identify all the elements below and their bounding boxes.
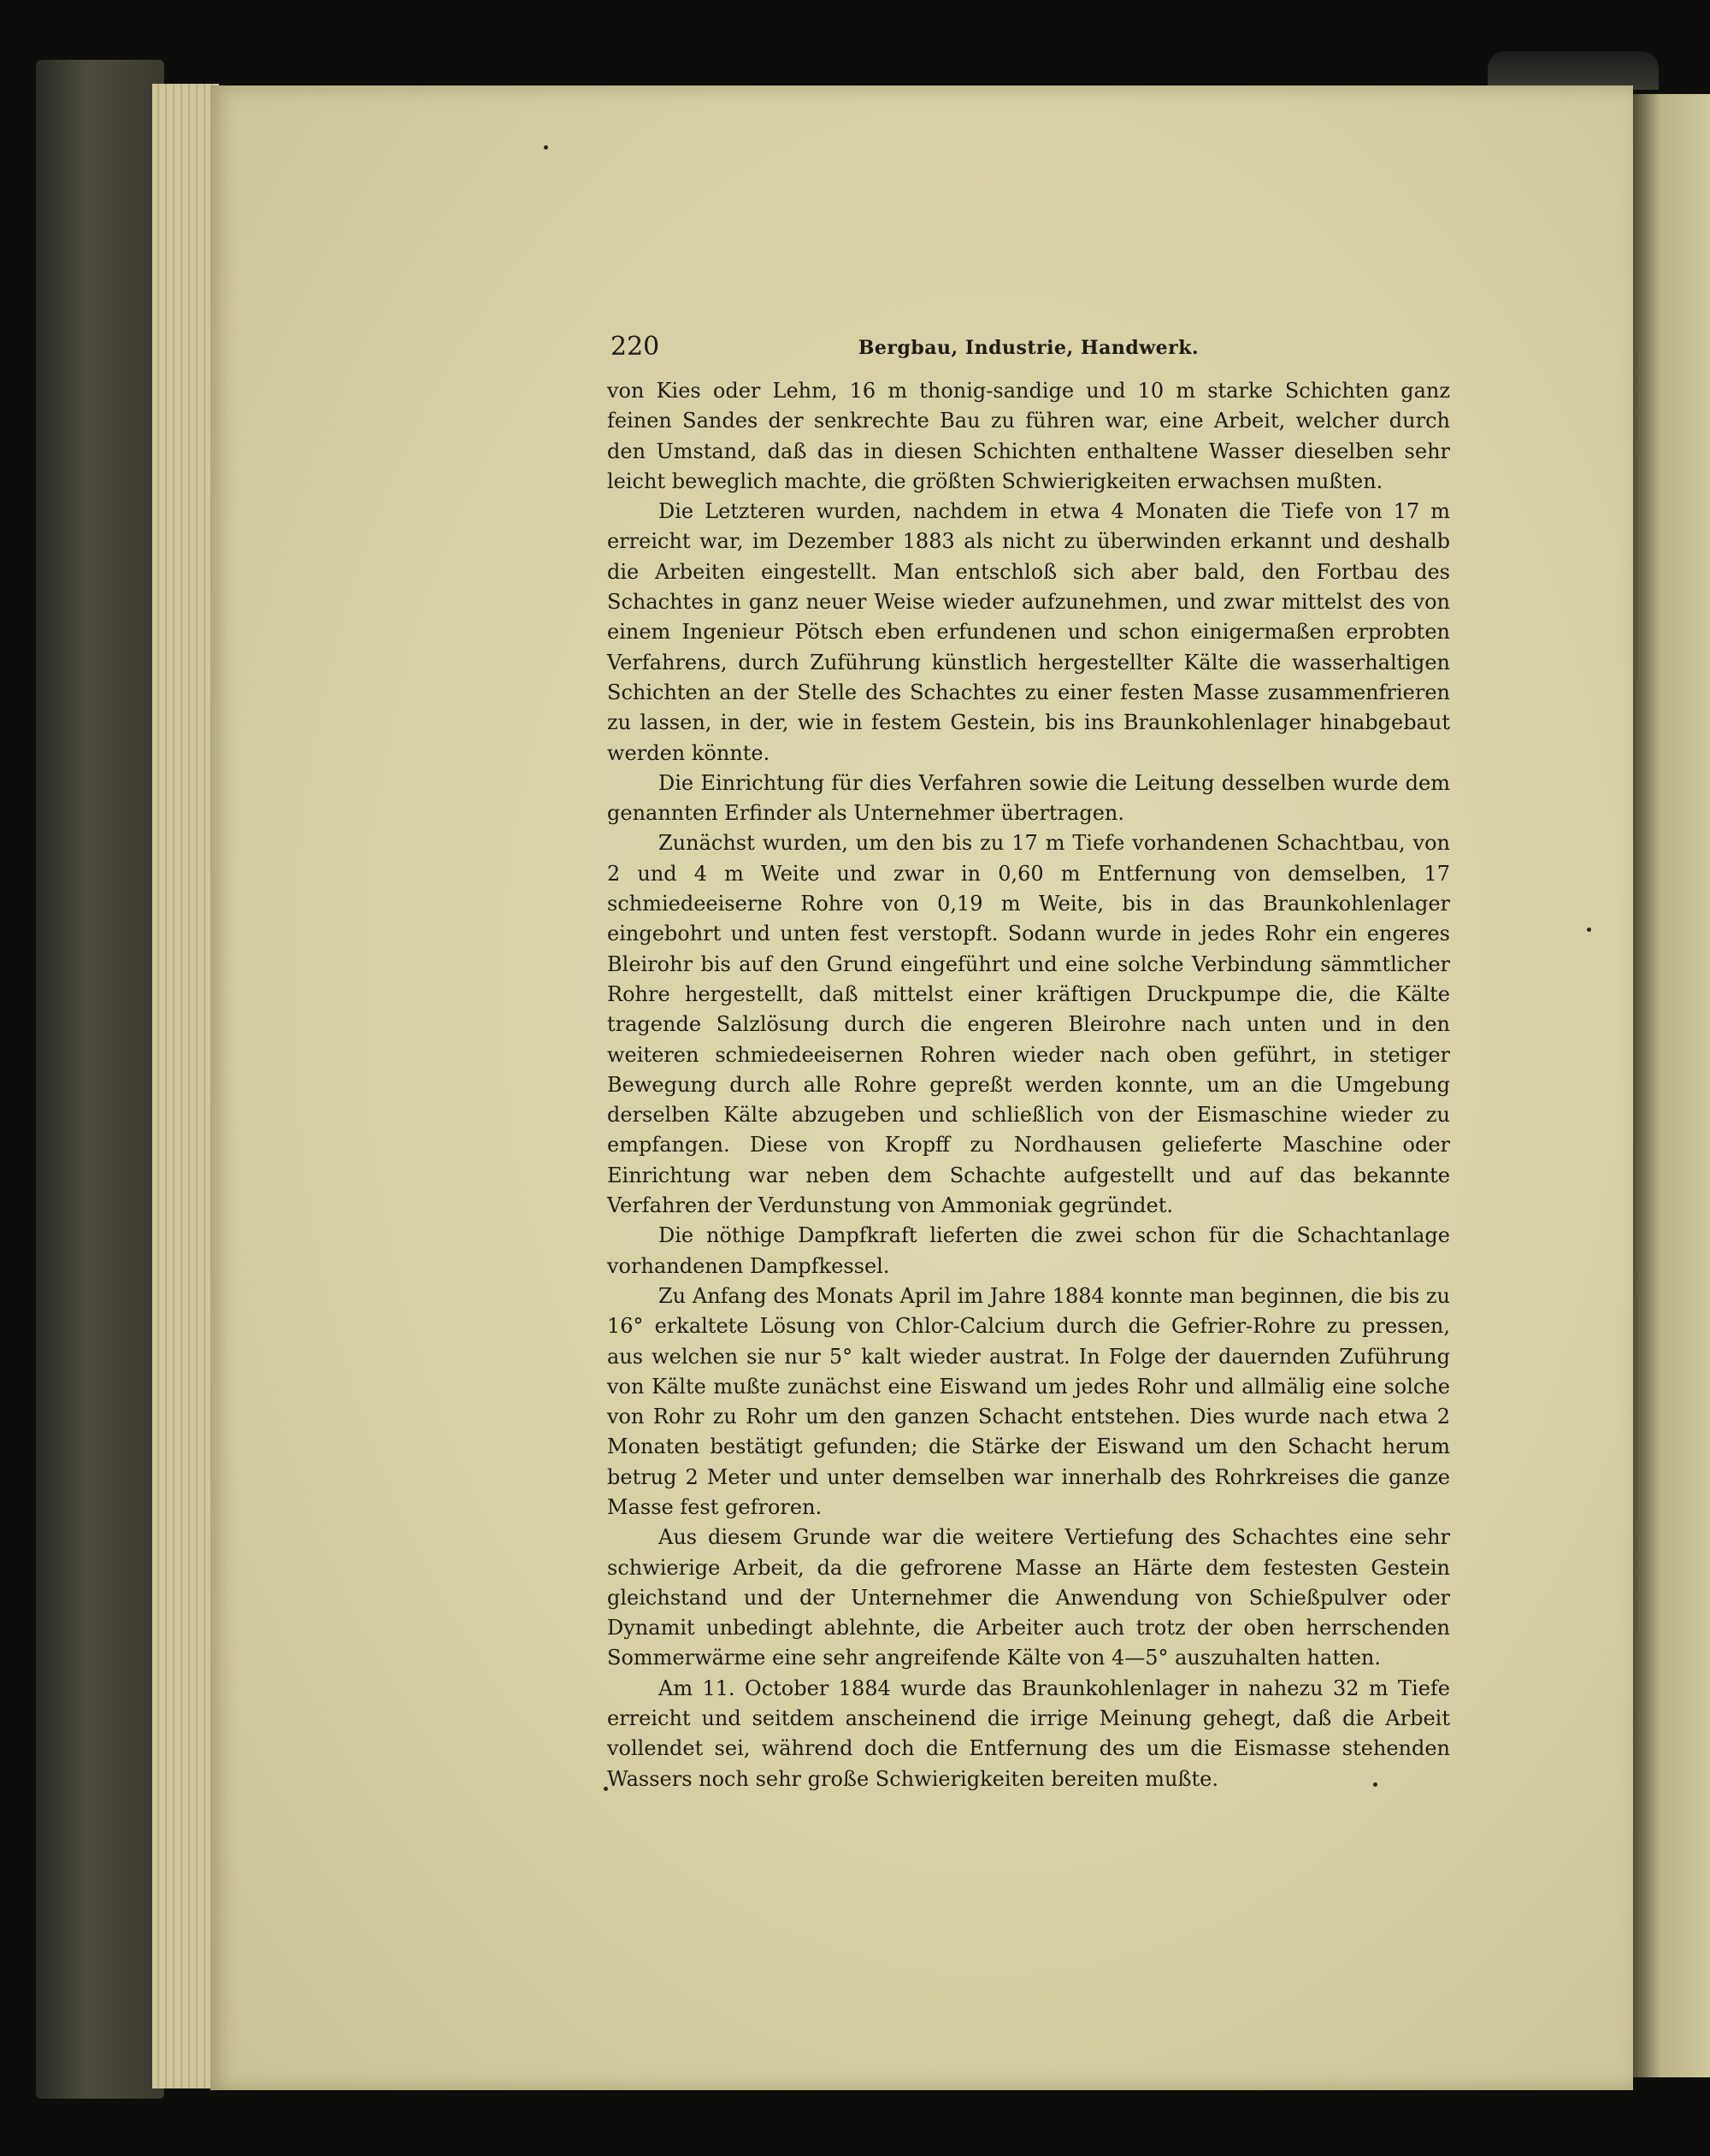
paragraph: Die nöthige Dampfkraft lieferten die zwei schon für die Schachtanlage vorhandenen Dampfkessel.: [607, 1223, 1450, 1278]
paragraph: Die Einrichtung für dies Verfahren sowie die Leitung desselben wurde dem genannten Erfinder als Unternehmer übertragen.: [607, 770, 1450, 826]
page-header: [607, 325, 1450, 376]
paragraph: Aus diesem Grunde war die weitere Vertiefung des Schachtes eine sehr schwierige Arbeit, da die gefrorene Masse an Härte dem festesten Gestein gleichstand und der Unternehmer die Anwendung von Schießpulver oder Dynamit unbedingt ablehnte, die Arbeiter auch trotz der oben herrschenden Sommerwärme eine sehr angreifende Kälte von 4—5° auszuhalten hatten.: [607, 1525, 1450, 1670]
paper-speck: [544, 145, 548, 150]
paragraph: Am 11. October 1884 wurde das Braunkohlenlager in nahezu 32 m Tiefe erreicht und seitdem anscheinend die irrige Meinung gehegt, daß die Arbeit vollendet sei, während doch die Entfernung des um die Eismasse stehenden Wassers noch sehr große Schwierigkeiten bereiten mußte.: [607, 1676, 1450, 1791]
paper-speck: [1587, 928, 1591, 932]
page-edges: [152, 84, 219, 2088]
paragraph: Zunächst wurden, um den bis zu 17 m Tiefe vorhandenen Schachtbau, von 2 und 4 m Weite und zwar in 0,60 m Entfernung von demselben, 17 schmiedeeiserne Rohre von 0,19 m Weite, bis in das Braunkohlenlager eingebohrt und unten fest verstopft. Sodann wurde in jedes Rohr ein engeres Bleirohr bis auf den Grund eingeführt und eine solche Verbindung sämmtlicher Rohre hergestellt, daß mittelst einer kräftigen Druckpumpe die, die Kälte tragende Salzlösung durch die engeren Bleirohre nach unten und in den weiteren schmiedeeisernen Rohren wieder nach oben geführt, in stetiger Bewegung durch alle Rohre gepreßt werden konnte, um an die Umgebung derselben Kälte abzugeben und schließlich von der Eismaschine wieder zu empfangen. Diese von Kropff zu Nordhausen gelieferte Maschine oder Einrichtung war neben dem Schachte aufgestellt und auf das bekannte Verfahren der Verdunstung von Ammoniak gegründet.: [607, 831, 1450, 1218]
page-number: 220: [610, 332, 660, 362]
facing-page-edge: [1633, 94, 1710, 2077]
paragraph: Zu Anfang des Monats April im Jahre 1884 konnte man beginnen, die bis zu 16° erkaltete Lösung von Chlor-Calcium durch die Gefrier-Rohre zu pressen, aus welchen sie nur 5° kalt wieder austrat. In Folge der dauernden Zuführung von Kälte mußte zunächst eine Eiswand um jedes Rohr und allmälig eine solche von Rohr zu Rohr um den ganzen Schacht entstehen. Dies wurde nach etwa 2 Monaten bestätigt gefunden; die Stärke der Eiswand um den Schacht herum betrug 2 Meter und unter demselben war innerhalb des Rohrkreises die ganze Masse fest gefroren.: [607, 1283, 1450, 1519]
page-content: [607, 325, 1450, 1794]
book-cover-left: [36, 60, 164, 2099]
book-clasp: [1488, 51, 1659, 90]
running-title: Bergbau, Industrie, Handwerk.: [858, 337, 1200, 359]
paragraph: Die Letzteren wurden, nachdem in etwa 4 Monaten die Tiefe von 17 m erreicht war, im Dezember 1883 als nicht zu überwinden erkannt und deshalb die Arbeiten eingestellt. Man entschloß sich aber bald, den Fortbau des Schachtes in ganz neuer Weise wieder aufzunehmen, und zwar mittelst des von einem Ingenieur Pötsch eben erfundenen und schon einigermaßen erprobten Verfahrens, durch Zuführung künstlich hergestellter Kälte die wasserhaltigen Schichten an der Stelle des Schachtes zu einer festen Masse zusammenfrieren zu lassen, in der, wie in festem Gestein, bis ins Braunkohlenlager hinabgebaut werden könnte.: [607, 499, 1450, 765]
paragraph: von Kies oder Lehm, 16 m thonig-sandige und 10 m starke Schichten ganz feinen Sandes der senkrechte Bau zu führen war, eine Arbeit, welcher durch den Umstand, daß das in diesen Schichten enthaltene Wasser dieselben sehr leicht beweglich machte, die größten Schwierigkeiten erwachsen mußten.: [607, 379, 1450, 493]
